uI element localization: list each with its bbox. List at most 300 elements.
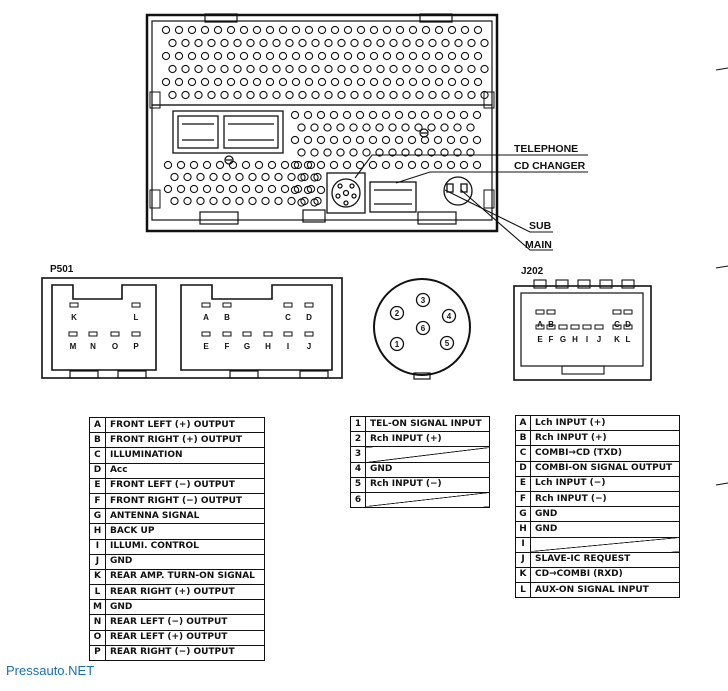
- vent-hole: [247, 91, 254, 98]
- vent-hole: [208, 91, 215, 98]
- vent-hole: [447, 136, 454, 143]
- pin-function: FRONT RIGHT (+) OUTPUT: [105, 433, 264, 448]
- vent-hole: [408, 136, 415, 143]
- vent-hole: [299, 91, 306, 98]
- pin-label: I: [585, 335, 589, 344]
- vent-hole: [356, 111, 363, 118]
- vent-hole: [390, 39, 397, 46]
- pin-function: Rch INPUT (−): [366, 477, 490, 492]
- vent-hole: [273, 65, 280, 72]
- vent-hole: [299, 39, 306, 46]
- callout-sub: SUB: [529, 220, 552, 232]
- pin-function: ILLUMI. CONTROL: [105, 539, 264, 554]
- pin-label: J: [306, 342, 312, 351]
- vent-hole: [369, 136, 376, 143]
- pin-function: GND: [105, 554, 264, 569]
- pin-contact: [243, 332, 251, 336]
- vent-hole: [448, 78, 455, 85]
- vent-hole: [262, 197, 269, 204]
- pin-table-row: [90, 630, 265, 645]
- vent-hole: [275, 197, 282, 204]
- pin-contact: [571, 325, 579, 329]
- pin-table-row: [516, 416, 680, 431]
- pin-table-row: [516, 476, 680, 491]
- vent-hole: [312, 39, 319, 46]
- pin-table-row: [516, 446, 680, 461]
- pin-contact: [305, 332, 313, 336]
- vent-hole: [377, 65, 384, 72]
- pin-id: D: [516, 461, 531, 476]
- pin-id: D: [90, 463, 106, 478]
- pin-id: A: [90, 418, 106, 433]
- pin-id: H: [90, 524, 106, 539]
- vent-hole: [337, 149, 344, 156]
- vent-hole: [435, 52, 442, 59]
- pin-table-row: [90, 433, 265, 448]
- vent-hole: [330, 111, 337, 118]
- vent-hole: [279, 26, 286, 33]
- vent-hole: [305, 52, 312, 59]
- vent-hole: [236, 173, 243, 180]
- pin-table-row: [351, 447, 490, 462]
- vent-hole: [253, 52, 260, 59]
- pin-table-row: [90, 539, 265, 554]
- vent-hole: [234, 91, 241, 98]
- vent-hole: [177, 185, 184, 192]
- pin-table-row: [90, 509, 265, 524]
- pin-id: O: [90, 630, 106, 645]
- vent-hole: [363, 124, 370, 131]
- vent-hole: [288, 197, 295, 204]
- edge-marks: [716, 68, 728, 485]
- vent-hole: [201, 52, 208, 59]
- vent-hole: [249, 173, 256, 180]
- vent-hole: [184, 197, 191, 204]
- vent-hole: [461, 52, 468, 59]
- vent-hole: [195, 65, 202, 72]
- vent-hole: [234, 65, 241, 72]
- pin-contact: [536, 310, 544, 314]
- pin-function: FRONT LEFT (−) OUTPUT: [105, 478, 264, 493]
- vent-hole: [201, 26, 208, 33]
- vent-hole: [201, 78, 208, 85]
- vent-hole: [395, 136, 402, 143]
- vent-hole: [338, 39, 345, 46]
- pin-contact: [132, 332, 140, 336]
- vent-hole: [382, 161, 389, 168]
- vent-hole: [343, 136, 350, 143]
- vent-hole: [403, 39, 410, 46]
- vent-hole: [253, 26, 260, 33]
- pin-table-row: [90, 554, 265, 569]
- vent-hole: [363, 149, 370, 156]
- pin-table-row: [90, 585, 265, 600]
- pin-label: L: [625, 335, 631, 344]
- vent-hole: [455, 91, 462, 98]
- pin-table-row: [516, 507, 680, 522]
- pin-table-row: [516, 461, 680, 476]
- pin-contact: [202, 332, 210, 336]
- vent-hole: [357, 78, 364, 85]
- vent-hole: [229, 161, 236, 168]
- vent-hole: [481, 39, 488, 46]
- pin-id: P: [90, 645, 106, 660]
- pin-id: G: [516, 507, 531, 522]
- vent-hole: [190, 185, 197, 192]
- vent-hole: [288, 173, 295, 180]
- vent-hole: [403, 65, 410, 72]
- vent-hole: [344, 52, 351, 59]
- vent-hole: [474, 26, 481, 33]
- vent-hole: [448, 52, 455, 59]
- vent-hole: [305, 78, 312, 85]
- vent-hole: [208, 39, 215, 46]
- pin-id: J: [516, 552, 531, 567]
- pin-id: E: [90, 478, 106, 493]
- pin-label: C: [285, 313, 291, 322]
- pin-contact: [223, 303, 231, 307]
- vent-hole: [312, 65, 319, 72]
- vent-hole: [455, 39, 462, 46]
- vent-hole: [383, 26, 390, 33]
- pin-id: N: [90, 615, 106, 630]
- pin-function: Acc: [105, 463, 264, 478]
- pin-id: M: [90, 600, 106, 615]
- pin-table-row: [351, 432, 490, 447]
- vent-hole: [162, 78, 169, 85]
- pin-function: CD→COMBI (RXD): [531, 567, 680, 582]
- vent-hole: [422, 52, 429, 59]
- vent-hole: [461, 26, 468, 33]
- pin-function: REAR LEFT (−) OUTPUT: [105, 615, 264, 630]
- pin-function: FRONT LEFT (+) OUTPUT: [105, 418, 264, 433]
- vent-hole: [240, 78, 247, 85]
- vent-hole: [304, 136, 311, 143]
- pin-function: Rch INPUT (+): [531, 431, 680, 446]
- round-pin-label: 6: [420, 324, 426, 333]
- vent-hole: [331, 52, 338, 59]
- pin-table-row: [90, 645, 265, 660]
- vent-hole: [240, 52, 247, 59]
- pin-table-row: [351, 462, 490, 477]
- vent-hole: [177, 161, 184, 168]
- vent-hole: [396, 52, 403, 59]
- vent-hole: [221, 91, 228, 98]
- vent-hole: [396, 78, 403, 85]
- pin-label: K: [614, 335, 620, 344]
- vent-hole: [216, 185, 223, 192]
- pin-table-row: [90, 524, 265, 539]
- vent-hole: [262, 173, 269, 180]
- pin-label: F: [548, 335, 554, 344]
- vent-hole: [203, 161, 210, 168]
- pin-function: REAR LEFT (+) OUTPUT: [105, 630, 264, 645]
- vent-hole: [460, 136, 467, 143]
- pin-table-row: [90, 418, 265, 433]
- vent-hole: [461, 78, 468, 85]
- pin-contact: [202, 303, 210, 307]
- pin-contact: [111, 332, 119, 336]
- vent-hole: [268, 185, 275, 192]
- pin-id: C: [90, 448, 106, 463]
- vent-hole: [447, 111, 454, 118]
- p501-pin-table: [89, 417, 265, 661]
- pin-id: K: [516, 567, 531, 582]
- pin-id: A: [516, 416, 531, 431]
- vent-hole: [338, 91, 345, 98]
- vent-hole: [455, 65, 462, 72]
- vent-hole: [275, 173, 282, 180]
- vent-hole: [383, 52, 390, 59]
- vent-hole: [325, 91, 332, 98]
- pin-function: COMBI→CD (TXD): [531, 446, 680, 461]
- vent-hole: [395, 111, 402, 118]
- pin-function: FRONT RIGHT (−) OUTPUT: [105, 493, 264, 508]
- vent-hole: [312, 91, 319, 98]
- vent-hole: [377, 91, 384, 98]
- vent-hole: [247, 39, 254, 46]
- vent-hole: [416, 39, 423, 46]
- pin-label: H: [572, 335, 578, 344]
- vent-hole: [291, 136, 298, 143]
- pin-id: 1: [351, 417, 366, 432]
- vent-hole: [324, 149, 331, 156]
- vent-hole: [223, 173, 230, 180]
- pin-table-row: [516, 583, 680, 598]
- vent-hole: [175, 78, 182, 85]
- pin-label: E: [537, 335, 543, 344]
- vent-hole: [409, 78, 416, 85]
- vent-hole: [318, 52, 325, 59]
- vent-hole: [268, 161, 275, 168]
- vent-hole: [382, 136, 389, 143]
- vent-hole: [429, 65, 436, 72]
- pin-function: ANTENNA SIGNAL: [105, 509, 264, 524]
- pin-id: K: [90, 569, 106, 584]
- vent-hole: [370, 26, 377, 33]
- vent-hole: [409, 52, 416, 59]
- pin-table-row: [351, 492, 490, 507]
- vent-hole: [260, 65, 267, 72]
- pin-table-row: [90, 448, 265, 463]
- vent-hole: [350, 124, 357, 131]
- pin-function: Rch INPUT (+): [366, 432, 490, 447]
- vent-hole: [364, 91, 371, 98]
- vent-hole: [227, 52, 234, 59]
- pin-contact: [547, 310, 555, 314]
- vent-hole: [164, 161, 171, 168]
- pin-id: B: [90, 433, 106, 448]
- vent-hole: [448, 26, 455, 33]
- pin-contact: [132, 303, 140, 307]
- vent-hole: [260, 91, 267, 98]
- vent-hole: [350, 149, 357, 156]
- pin-function: REAR AMP. TURN-ON SIGNAL: [105, 569, 264, 584]
- pin-label: O: [111, 342, 119, 351]
- pin-id: F: [516, 491, 531, 506]
- vent-hole: [369, 111, 376, 118]
- vent-hole: [421, 161, 428, 168]
- vent-hole: [214, 52, 221, 59]
- pin-id: 2: [351, 432, 366, 447]
- vent-hole: [338, 65, 345, 72]
- pin-id: L: [516, 583, 531, 598]
- vent-hole: [402, 124, 409, 131]
- vent-hole: [434, 136, 441, 143]
- pin-label: M: [69, 342, 77, 351]
- vent-hole: [409, 26, 416, 33]
- vent-hole: [364, 65, 371, 72]
- vent-hole: [317, 111, 324, 118]
- vent-hole: [356, 136, 363, 143]
- vent-hole: [416, 65, 423, 72]
- pin-contact: [264, 332, 272, 336]
- pin-label: D: [625, 320, 631, 329]
- vent-hole: [364, 39, 371, 46]
- vent-hole: [474, 52, 481, 59]
- vent-hole: [273, 39, 280, 46]
- vent-hole: [324, 124, 331, 131]
- vent-hole: [255, 185, 262, 192]
- pin-function: Lch INPUT (+): [531, 416, 680, 431]
- pin-id: F: [90, 493, 106, 508]
- vent-hole: [197, 197, 204, 204]
- pin-id: 5: [351, 477, 366, 492]
- vent-hole: [408, 161, 415, 168]
- p501-title: P501: [50, 264, 74, 275]
- vent-hole: [171, 173, 178, 180]
- vent-hole: [357, 26, 364, 33]
- vent-hole: [396, 26, 403, 33]
- j202-title: J202: [521, 266, 544, 277]
- pin-table-row: [516, 537, 680, 552]
- vent-hole: [273, 91, 280, 98]
- pin-id: E: [516, 476, 531, 491]
- vent-hole: [249, 197, 256, 204]
- vent-hole: [195, 39, 202, 46]
- vent-hole: [331, 26, 338, 33]
- round-pin-label: 1: [394, 340, 400, 349]
- pin-label: A: [203, 313, 209, 322]
- pin-table-row: [351, 477, 490, 492]
- pin-contact: [305, 303, 313, 307]
- vent-hole: [214, 78, 221, 85]
- pin-function: COMBI-ON SIGNAL OUTPUT: [531, 461, 680, 476]
- vent-hole: [382, 111, 389, 118]
- vent-hole: [331, 78, 338, 85]
- pin-contact: [223, 332, 231, 336]
- pin-label: N: [90, 342, 96, 351]
- vent-hole: [221, 65, 228, 72]
- pin-id: B: [516, 431, 531, 446]
- pin-function: REAR RIGHT (−) OUTPUT: [105, 645, 264, 660]
- pin-contact: [624, 310, 632, 314]
- callout-main: MAIN: [525, 239, 552, 251]
- pin-contact: [583, 325, 591, 329]
- vent-hole: [429, 91, 436, 98]
- vent-hole: [169, 65, 176, 72]
- pin-id: C: [516, 446, 531, 461]
- vent-hole: [299, 65, 306, 72]
- vent-hole: [210, 197, 217, 204]
- vent-hole: [197, 173, 204, 180]
- vent-hole: [447, 161, 454, 168]
- vent-hole: [330, 161, 337, 168]
- vent-hole: [390, 65, 397, 72]
- j202-pin-labels: [536, 310, 632, 344]
- pin-label: H: [265, 342, 271, 351]
- vent-hole: [221, 39, 228, 46]
- vent-hole: [318, 26, 325, 33]
- round-connector-pins: [391, 294, 456, 351]
- pin-label: K: [71, 313, 77, 322]
- callout-telephone: TELEPHONE: [514, 143, 579, 155]
- vent-hole: [216, 161, 223, 168]
- vent-hole: [227, 26, 234, 33]
- vent-hole: [162, 26, 169, 33]
- vent-hole: [454, 124, 461, 131]
- vent-hole: [214, 26, 221, 33]
- vent-hole: [311, 124, 318, 131]
- vent-hole: [435, 78, 442, 85]
- p501-connector: [42, 278, 342, 378]
- vent-hole: [370, 78, 377, 85]
- round-connector-pin-table: [350, 416, 490, 508]
- pin-label: J: [596, 335, 602, 344]
- vent-hole: [188, 26, 195, 33]
- vent-hole: [266, 26, 273, 33]
- pin-label: P: [133, 342, 139, 351]
- vent-hole: [164, 185, 171, 192]
- vent-hole: [286, 65, 293, 72]
- pin-label: E: [203, 342, 209, 351]
- vent-hole: [395, 161, 402, 168]
- vent-hole: [344, 26, 351, 33]
- pin-contact: [89, 332, 97, 336]
- callout-cd-changer: CD CHANGER: [514, 160, 586, 172]
- pin-label: D: [306, 313, 312, 322]
- vent-hole: [281, 185, 288, 192]
- pin-function: Lch INPUT (−): [531, 476, 680, 491]
- vent-hole: [210, 173, 217, 180]
- vent-hole: [175, 52, 182, 59]
- vent-hole: [383, 78, 390, 85]
- vent-hole: [344, 78, 351, 85]
- pin-id: J: [90, 554, 106, 569]
- vent-hole: [229, 185, 236, 192]
- vent-hole: [416, 91, 423, 98]
- vent-hole: [291, 111, 298, 118]
- vent-hole: [370, 52, 377, 59]
- pin-label: G: [559, 335, 567, 344]
- pin-contact: [559, 325, 567, 329]
- vent-hole: [286, 39, 293, 46]
- vent-hole: [351, 91, 358, 98]
- vent-hole: [473, 111, 480, 118]
- vent-hole: [337, 124, 344, 131]
- pin-function: GND: [366, 462, 490, 477]
- vent-hole: [442, 39, 449, 46]
- pin-function: GND: [531, 522, 680, 537]
- vent-hole: [236, 197, 243, 204]
- vent-hole: [227, 78, 234, 85]
- vent-hole: [247, 65, 254, 72]
- pin-function: AUX-ON SIGNAL INPUT: [531, 583, 680, 598]
- pin-id: H: [516, 522, 531, 537]
- vent-hole: [169, 39, 176, 46]
- vent-hole: [298, 149, 305, 156]
- pin-table-row: [90, 493, 265, 508]
